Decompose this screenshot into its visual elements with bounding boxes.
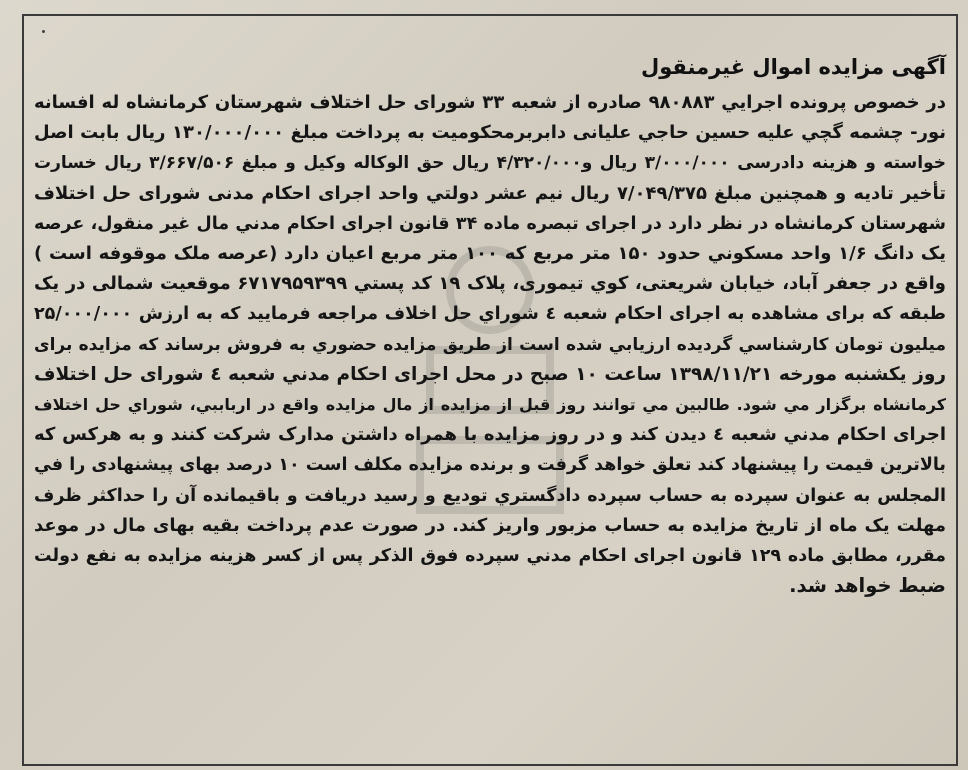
notice-line: خواسته و هزینه دادرسی ۳/۰۰۰/۰۰۰ ريال و۴/۳۲۰/۰۰۰ ريال حق الوكاله وكيل و مبلغ ۳/۶۶۷/۵۰۶ ريال خسارت (34, 153, 946, 174)
notice-line: میلیون تومان کارشناسي گرديده ارزيابي شده است از طريق مزايده حضوري به فروش برساند که مزايده برای (34, 334, 946, 355)
notice-line: تأخير تاديه و همچنین مبلغ ۷/۰۴۹/۳۷۵ ريال نيم عشر دولتي واحد اجرای احکام مدنی شورای حل اختلاف (34, 182, 946, 204)
notice-body (34, 88, 946, 601)
notice-line: روز يکشنبه مورخه ۱۳۹۸/۱۱/۲۱ ساعت ۱۰ صبح در محل اجرای احکام مدني شعبه ٤ شورای حل اختلاف (34, 363, 946, 385)
notice-line: مهلت يک ماه از تاريخ مزايده به حساب مزبور واريز کند. در صورت عدم پرداخت بقيه بهای مال در موعد (34, 514, 946, 536)
notice-line: مقرر، مطابق ماده ۱۲۹ قانون اجرای احکام مدني سپرده فوق الذکر پس از کسر هزينه مزايده به نفع دولت (34, 546, 946, 567)
notice-line: بالاترين قيمت را پيشنهاد کند تعلق خواهد گرفت و برنده مزايده مکلف است ۱۰ درصد بهای پيشنهادی را في (34, 455, 946, 476)
notice-line: طبقه که برای مشاهده به اجرای احکام شعبه ٤ شوراي حل اخلاف مراجعه فرمایید که به ارزش ۲۵/۰۰۰/۰۰۰ (34, 304, 946, 325)
notice-line: ضبط خواهد شد. (789, 574, 946, 598)
notice-line: واقع در جعفر آباد، خیابان شریعتی، کوي تیموری، پلاک ۱۹ کد پستي ۶۷۱۷۹۵۹۳۹۹ موقعیت شمالی در يک (34, 273, 946, 295)
notice-line: کرمانشاه برگزار مي شود. طالبين مي توانند روز قبل از مزايده از مال مزايده واقع در ارباببي، شوراي حل اختلاف (34, 395, 946, 415)
notice-line: نور- چشمه گچي عليه حسين حاجي عليانی دابربرمحکومیت به پرداخت مبلغ ۱۳۰/۰۰۰/۰۰۰ ريال بابت اصل (34, 122, 946, 144)
notice-line: در خصوص پرونده اجرایي ۹۸۰۸۸۳ صادره از شعبه ۳۳ شورای حل اختلاف شهرستان کرمانشاه له افسانه (34, 92, 946, 113)
auction-notice (34, 52, 946, 601)
notice-line: شهرستان کرمانشاه در نظر دارد در اجرای تبصره ماده ۳۴ قانون اجرای احکام مدني مال غير منقول، عرصه (34, 213, 946, 234)
notice-line: المجلس به عنوان سپرده به حساب سپرده دادگستري توديع و رسيد دريافت و باقيمانده آن را حداکثر ظرف (34, 485, 946, 506)
notice-line: اجرای احکام مدني شعبه ٤ ديدن کند و در روز مزايده با همراه داشتن مدارک شرکت کنند و به هرکس که (34, 424, 946, 446)
notice-title: آگهی مزایده اموال غیرمنقول (641, 55, 946, 79)
notice-line: يک دانگ ۱/۶ واحد مسکوني حدود ۱۵۰ متر مربع که ۱۰۰ متر مربع اعیان دارد (عرصه ملک موقوفه است ) (34, 243, 946, 265)
